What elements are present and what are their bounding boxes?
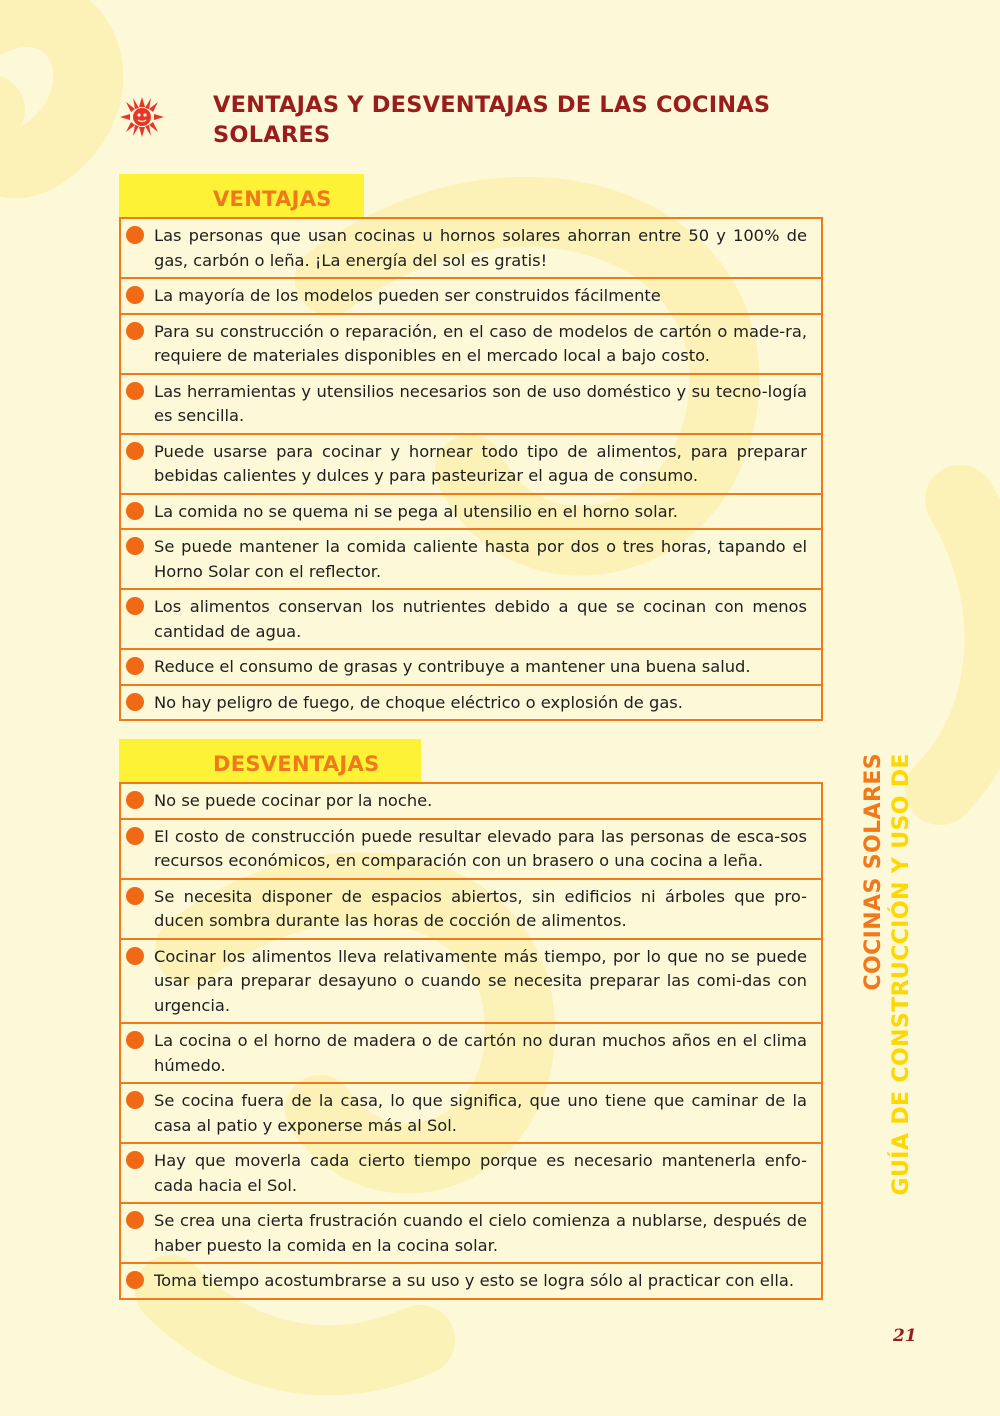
ventajas-item-text: Las herramientas y utensilios necesarios son de uso doméstico y su tecno-logía es sencilla. [154, 381, 807, 425]
ventajas-item-text: Las personas que usan cocinas u hornos solares ahorran entre 50 y 100% de gas, carbón o leña. ¡La energía del sol es gratis! [154, 226, 807, 270]
bullet-icon [126, 791, 144, 809]
desventajas-item-text: Se cocina fuera de la casa, lo que significa, que uno tiene que caminar de la casa al patio y exponerse más al Sol. [154, 1091, 807, 1135]
bullet-icon [126, 1271, 144, 1289]
desventajas-item-text: No se puede cocinar por la noche. [154, 791, 433, 810]
ventajas-item [121, 373, 821, 433]
desventajas-item-text: Cocinar los alimentos lleva relativamente más tiempo, por lo que no se puede usar para preparar desayuno o cuando se necesita preparar las comi-das con urgencia. [154, 946, 807, 1015]
ventajas-item [121, 433, 821, 493]
bullet-icon [126, 226, 144, 244]
side-title [860, 745, 940, 1225]
desventajas-item-text: El costo de construcción puede resultar elevado para las personas de esca-sos recursos económicos, en comparación con un brasero o una cocina a leña. [154, 826, 807, 870]
desventajas-heading: DESVENTAJAS [119, 739, 421, 782]
ventajas-item-text: La comida no se quema ni se pega al utensilio en el horno solar. [154, 501, 678, 521]
page-title-line1: VENTAJAS Y DESVENTAJAS DE LAS COCINAS [213, 92, 771, 118]
bullet-icon [126, 1151, 144, 1169]
ventajas-item [121, 588, 821, 648]
ventajas-item-text: Los alimentos conservan los nutrientes debido a que se cocinan con menos cantidad de agua. [154, 597, 807, 641]
bullet-icon [126, 502, 144, 520]
desventajas-item [121, 1202, 821, 1262]
ventajas-item [121, 313, 821, 373]
ventajas-heading: VENTAJAS [119, 174, 364, 217]
bullet-icon [126, 657, 144, 675]
ventajas-item [121, 528, 821, 588]
ventajas-item-text: La mayoría de los modelos pueden ser construidos fácilmente [154, 286, 661, 305]
ventajas-item [121, 277, 821, 313]
sun-icon [116, 95, 168, 139]
desventajas-item [121, 784, 821, 818]
desventajas-item-text: Toma tiempo acostumbrarse a su uso y esto se logra sólo al practicar con ella. [154, 1271, 795, 1290]
ventajas-section [119, 174, 823, 721]
desventajas-item [121, 1082, 821, 1142]
page-title [213, 90, 773, 150]
desventajas-item [121, 818, 821, 878]
bullet-icon [126, 1031, 144, 1049]
desventajas-item [121, 878, 821, 938]
side-title-line2: COCINAS SOLARES [861, 753, 886, 991]
page-number: 21 [893, 1326, 917, 1346]
bullet-icon [126, 537, 144, 555]
ventajas-item-text: No hay peligro de fuego, de choque eléctrico o explosión de gas. [154, 692, 683, 712]
bullet-icon [126, 693, 144, 711]
bullet-icon [126, 286, 144, 304]
desventajas-item-text: Se necesita disponer de espacios abiertos, sin edificios ni árboles que pro-ducen sombra durante las horas de cocción de alimentos. [154, 886, 807, 930]
ventajas-item [121, 219, 821, 277]
bullet-icon [126, 1211, 144, 1229]
ventajas-item-text: Para su construcción o reparación, en el caso de modelos de cartón o made-ra, requiere de materiales disponibles en el mercado local a bajo costo. [154, 321, 807, 365]
ventajas-item [121, 684, 821, 720]
ventajas-item [121, 493, 821, 529]
ventajas-item [121, 648, 821, 684]
bullet-icon [126, 382, 144, 400]
ventajas-item-text: Se puede mantener la comida caliente hasta por dos o tres horas, tapando el Horno Solar con el reflector. [154, 537, 807, 581]
desventajas-item-text: La cocina o el horno de madera o de cartón no duran muchos años en el clima húmedo. [154, 1031, 807, 1075]
desventajas-item [121, 1262, 821, 1298]
desventajas-item [121, 1142, 821, 1202]
ventajas-item-text: Puede usarse para cocinar y hornear todo tipo de alimentos, para preparar bebidas calientes y dulces y para pasteurizar el agua de consumo. [154, 441, 807, 485]
bullet-icon [126, 1091, 144, 1109]
bullet-icon [126, 947, 144, 965]
desventajas-item [121, 938, 821, 1023]
side-title-line1: GUÍA DE CONSTRUCCIÓN Y USO DE [889, 753, 914, 1196]
desventajas-item [121, 1022, 821, 1082]
ventajas-list [119, 217, 823, 721]
bullet-icon [126, 827, 144, 845]
desventajas-section [119, 739, 823, 1300]
bullet-icon [126, 597, 144, 615]
desventajas-item-text: Hay que moverla cada cierto tiempo porque es necesario mantenerla enfo-cada hacia el Sol. [154, 1151, 807, 1195]
bullet-icon [126, 322, 144, 340]
desventajas-list [119, 782, 823, 1300]
bullet-icon [126, 442, 144, 460]
desventajas-item-text: Se crea una cierta frustración cuando el cielo comienza a nublarse, después de haber puesto la comida en la cocina solar. [154, 1211, 807, 1255]
ventajas-item-text: Reduce el consumo de grasas y contribuye a mantener una buena salud. [154, 657, 751, 676]
bullet-icon [126, 887, 144, 905]
page-title-line2: SOLARES [213, 122, 331, 148]
